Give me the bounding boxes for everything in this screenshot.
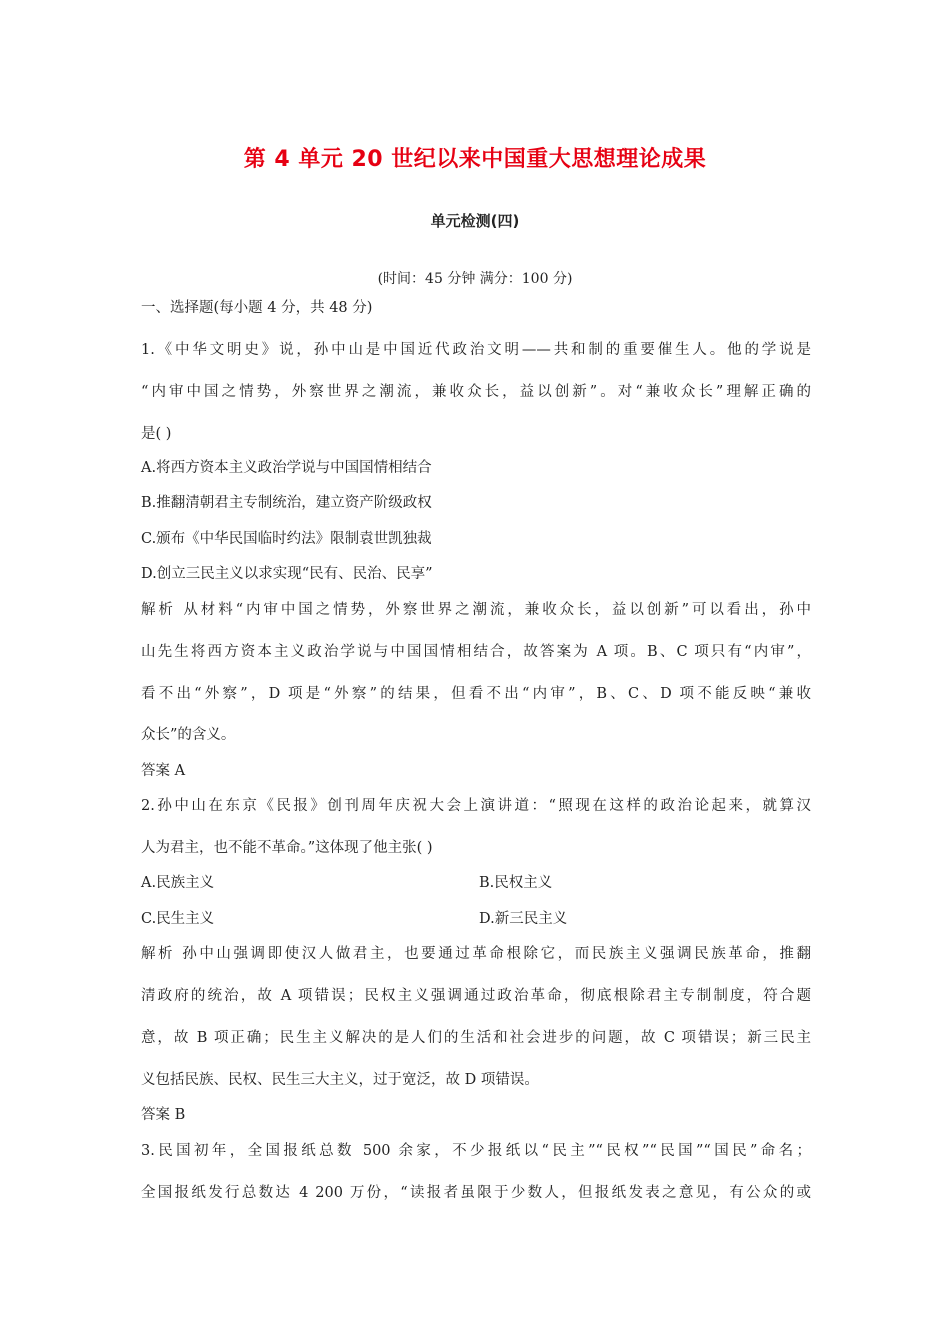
q1-stem-line: “内审中国之情势，外察世界之潮流，兼收众长，益以创新”。对“兼收众长”理解正确的 bbox=[141, 384, 811, 400]
document-subtitle: 单元检测(四) bbox=[430, 212, 520, 230]
q2-option-a: A.民族主义 bbox=[141, 875, 215, 891]
q2-option-c: C.民生主义 bbox=[141, 911, 215, 927]
q2-analysis-line: 解析 孙中山强调即使汉人做君主，也要通过革命根除它，而民族主义强调民族革命，推翻 bbox=[141, 946, 811, 962]
section-heading: 一、选择题(每小题 4 分，共 48 分) bbox=[141, 300, 373, 316]
exam-meta: (时间：45 分钟 满分：100 分) bbox=[377, 271, 573, 287]
q2-answer: 答案 B bbox=[141, 1107, 186, 1123]
q1-stem-line: 1.《中华文明史》说，孙中山是中国近代政治文明——共和制的重要催生人。他的学说是 bbox=[141, 342, 811, 358]
q2-analysis-line: 意，故 B 项正确；民生主义解决的是人们的生活和社会进步的问题，故 C 项错误；新三民主 bbox=[141, 1030, 811, 1046]
q2-stem-line: 人为君主，也不能不革命。”这体现了他主张( ) bbox=[141, 840, 433, 856]
q3-stem-line: 全国报纸发行总数达 4 200 万份，“读报者虽限于少数人，但报纸发表之意见，有公众的或 bbox=[141, 1185, 811, 1201]
q3-stem-line: 3.民国初年，全国报纸总数 500 余家，不少报纸以“民主”“民权”“民国”“国民”命名； bbox=[141, 1143, 811, 1159]
q2-analysis-line: 义包括民族、民权、民生三大主义，过于宽泛，故 D 项错误。 bbox=[141, 1072, 539, 1088]
q1-option-a: A.将西方资本主义政治学说与中国国情相结合 bbox=[141, 460, 432, 476]
q1-option-b: B.推翻清朝君主专制统治，建立资产阶级政权 bbox=[141, 495, 432, 511]
q1-analysis-line: 解析 从材料“内审中国之情势，外察世界之潮流，兼收众长，益以创新”可以看出，孙中 bbox=[141, 602, 811, 618]
q1-option-d: D.创立三民主义以求实现“民有、民治、民享” bbox=[141, 566, 433, 582]
q2-option-b: B.民权主义 bbox=[479, 875, 553, 891]
q2-stem-line: 2.孙中山在东京《民报》创刊周年庆祝大会上演讲道：“照现在这样的政治论起来，就算汉 bbox=[141, 798, 811, 814]
q2-analysis-line: 清政府的统治，故 A 项错误；民权主义强调通过政治革命，彻底根除君主专制制度，符合题 bbox=[141, 988, 811, 1004]
q1-stem-line: 是( ) bbox=[141, 426, 172, 442]
q1-analysis-line: 众长”的含义。 bbox=[141, 727, 236, 743]
q1-analysis-line: 看不出“外察”，D 项是“外察”的结果，但看不出“内审”，B、C、D 项不能反映“兼收 bbox=[141, 686, 811, 702]
q1-answer: 答案 A bbox=[141, 763, 186, 779]
q1-option-c: C.颁布《中华民国临时约法》限制袁世凯独裁 bbox=[141, 531, 432, 547]
q2-option-d: D.新三民主义 bbox=[479, 911, 568, 927]
q1-analysis-line: 山先生将西方资本主义政治学说与中国国情相结合，故答案为 A 项。B、C 项只有“内审”， bbox=[141, 644, 811, 660]
document-title: 第 4 单元 20 世纪以来中国重大思想理论成果 bbox=[243, 147, 707, 172]
